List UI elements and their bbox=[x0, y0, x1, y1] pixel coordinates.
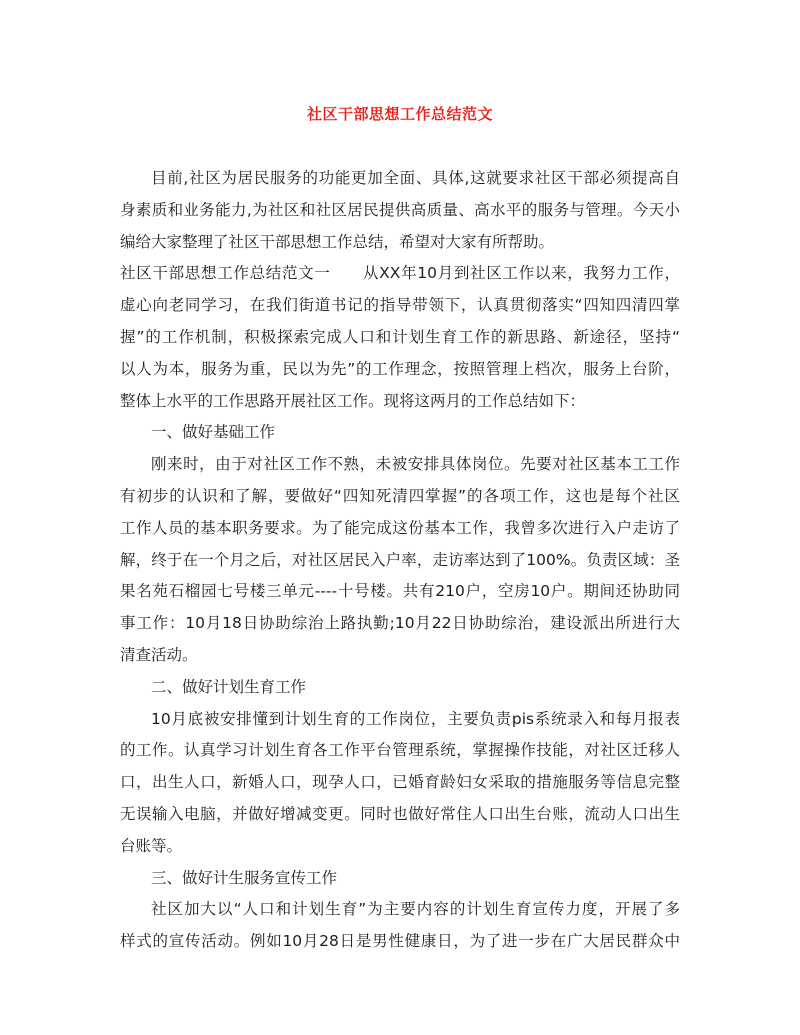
document-title: 社区干部思想工作总结范文 bbox=[306, 105, 493, 123]
text-line: 一、做好基础工作 bbox=[151, 423, 276, 442]
text-line: 三、做好计生服务宣传工作 bbox=[151, 868, 338, 887]
text-line: 样式的宣传活动。例如10月28日是男性健康日，为了进一步在广大居民群众中 bbox=[120, 932, 680, 951]
text-line: 编给大家整理了社区干部思想工作总结，希望对大家有所帮助。 bbox=[120, 232, 555, 251]
text-line: 刚来时，由于对社区工作不熟，未被安排具体岗位。先要对社区基本工工作 bbox=[151, 455, 680, 474]
text-line: 社区加大以“人口和计划生育”为主要内容的计划生育宣传力度，开展了多 bbox=[151, 900, 680, 919]
text-line: 身素质和业务能力,为社区和社区居民提供高质量、高水平的服务与管理。今天小 bbox=[120, 200, 680, 219]
text-line: 事工作：10月18日协助综治上路执勤;10月22日协助综治，建设派出所进行大 bbox=[120, 614, 680, 633]
text-line: 台账等。 bbox=[120, 836, 183, 855]
text-line: 虚心向老同学习，在我们街道书记的指导带领下，认真贯彻落实“四知四清四掌 bbox=[120, 296, 680, 315]
text-line: 社区干部思想工作总结范文一 从XX年10月到社区工作以来，我努力工作， bbox=[120, 264, 680, 283]
text-line: 的工作。认真学习计划生育各工作平台管理系统，掌握操作技能，对社区迁移人 bbox=[120, 741, 680, 760]
text-line: 解，终于在一个月之后，对社区居民入户率，走访率达到了100%。负责区域：圣 bbox=[120, 550, 680, 569]
text-line: 工作人员的基本职务要求。为了能完成这份基本工作，我曾多次进行入户走访了 bbox=[120, 518, 680, 537]
text-line: 整体上水平的工作思路开展社区工作。现将这两月的工作总结如下： bbox=[120, 391, 586, 410]
text-line: 无误输入电脑，并做好增减变更。同时也做好常住人口出生台账，流动人口出生 bbox=[120, 804, 680, 823]
text-line: 果名苑石榴园七号楼三单元----十号楼。共有210户，空房10户。期间还协助同 bbox=[120, 582, 680, 601]
text-line: 目前,社区为居民服务的功能更加全面、具体,这就要求社区干部必须提高自 bbox=[151, 169, 680, 187]
text-line: 以人为本，服务为重，民以为先”的工作理念，按照管理上档次，服务上台阶， bbox=[120, 359, 680, 378]
text-line: 握”的工作机制，积极探索完成人口和计划生育工作的新思路、新途径，坚持“ bbox=[120, 327, 680, 346]
text-line: 清查活动。 bbox=[120, 645, 198, 664]
text-line: 口，出生人口，新婚人口，现孕人口，已婚育龄妇女采取的措施服务等信息完整 bbox=[120, 773, 680, 792]
text-line: 10月底被安排懂到计划生育的工作岗位，主要负责pis系统录入和每月报表 bbox=[151, 709, 680, 728]
text-line: 有初步的认识和了解，要做好“四知死清四掌握”的各项工作，这也是每个社区 bbox=[120, 486, 680, 505]
text-line: 二、做好计划生育工作 bbox=[151, 677, 307, 696]
document-body bbox=[120, 163, 680, 958]
